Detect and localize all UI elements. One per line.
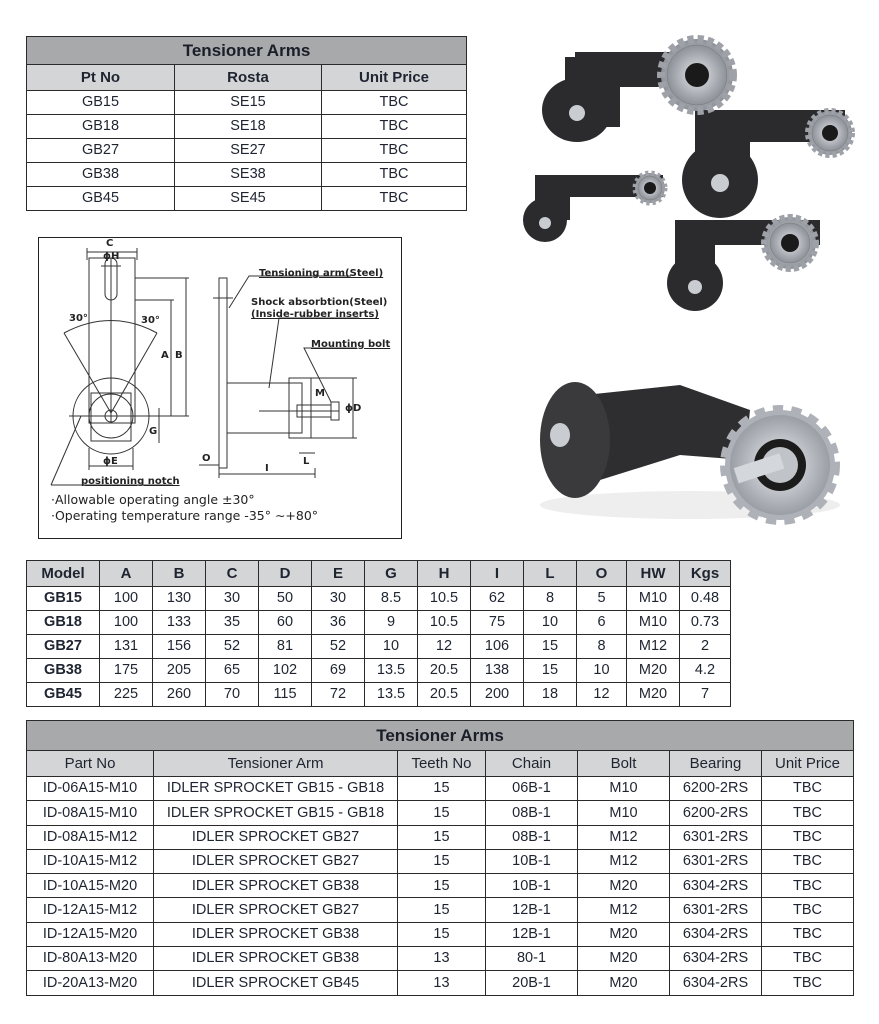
- tensioning-arm-label: Tensioning arm(Steel): [259, 268, 384, 279]
- dim-label-h: ϕH: [103, 251, 120, 262]
- pt-no-cell: GB18: [27, 115, 175, 139]
- unit-price-cell: TBC: [322, 115, 467, 139]
- d-cell: 81: [259, 635, 312, 659]
- table-row: [27, 659, 731, 683]
- tensioner-arm-cell: IDLER SPROCKET GB27: [154, 825, 398, 849]
- bearing-cell: 6304-2RS: [670, 947, 762, 971]
- o-cell: 8: [577, 635, 627, 659]
- h-cell: 20.5: [418, 659, 471, 683]
- column-header-hw: HW: [627, 561, 680, 587]
- kgs-cell: 4.2: [680, 659, 731, 683]
- c-cell: 35: [206, 611, 259, 635]
- e-cell: 72: [312, 683, 365, 707]
- tensioner-arm-cell: IDLER SPROCKET GB27: [154, 849, 398, 873]
- column-header-rosta: Rosta: [175, 65, 322, 91]
- dim-label-g: G: [149, 426, 158, 437]
- hw-cell: M20: [627, 683, 680, 707]
- bolt-cell: M12: [578, 898, 670, 922]
- model-cell: GB18: [27, 611, 100, 635]
- tensioner-arm-cell: IDLER SPROCKET GB38: [154, 922, 398, 946]
- i-cell: 200: [471, 683, 524, 707]
- teeth-no-cell: 15: [398, 801, 486, 825]
- dim-label-m: M: [315, 388, 325, 399]
- model-cell: GB38: [27, 659, 100, 683]
- rosta-cell: SE38: [175, 163, 322, 187]
- unit-price-cell: TBC: [762, 947, 854, 971]
- h-cell: 10.5: [418, 587, 471, 611]
- table-row: [27, 971, 854, 995]
- part-no-cell: ID-10A15-M12: [27, 849, 154, 873]
- teeth-no-cell: 13: [398, 947, 486, 971]
- a-cell: 100: [100, 587, 153, 611]
- dim-label-b: B: [175, 350, 183, 361]
- dimensions-table-body: [27, 587, 731, 707]
- bolt-cell: M20: [578, 947, 670, 971]
- column-header-h: H: [418, 561, 471, 587]
- e-cell: 52: [312, 635, 365, 659]
- hw-cell: M10: [627, 611, 680, 635]
- unit-price-cell: TBC: [762, 849, 854, 873]
- unit-price-cell: TBC: [762, 971, 854, 995]
- column-header-model: Model: [27, 561, 100, 587]
- bolt-cell: M10: [578, 777, 670, 801]
- l-cell: 15: [524, 635, 577, 659]
- b-cell: 205: [153, 659, 206, 683]
- bearing-cell: 6200-2RS: [670, 801, 762, 825]
- table-row: [27, 777, 854, 801]
- column-header-tensioner-arm: Tensioner Arm: [154, 751, 398, 777]
- l-cell: 18: [524, 683, 577, 707]
- angle-label-left: 30°: [69, 313, 88, 324]
- i-cell: 75: [471, 611, 524, 635]
- teeth-no-cell: 15: [398, 777, 486, 801]
- model-cell: GB45: [27, 683, 100, 707]
- chain-cell: 06B-1: [486, 777, 578, 801]
- column-header-o: O: [577, 561, 627, 587]
- unit-price-cell: TBC: [762, 825, 854, 849]
- chain-cell: 80-1: [486, 947, 578, 971]
- rosta-cell: SE18: [175, 115, 322, 139]
- part-no-cell: ID-12A15-M20: [27, 922, 154, 946]
- tensioner-arms-price-table: [26, 36, 467, 211]
- table-title: Tensioner Arms: [27, 37, 467, 65]
- h-cell: 12: [418, 635, 471, 659]
- table-row: [27, 801, 854, 825]
- c-cell: 65: [206, 659, 259, 683]
- unit-price-cell: TBC: [762, 922, 854, 946]
- column-header-bolt: Bolt: [578, 751, 670, 777]
- teeth-no-cell: 15: [398, 849, 486, 873]
- a-cell: 225: [100, 683, 153, 707]
- table-row: [27, 635, 731, 659]
- unit-price-cell: TBC: [322, 187, 467, 211]
- bearing-cell: 6301-2RS: [670, 849, 762, 873]
- chain-cell: 10B-1: [486, 849, 578, 873]
- rubber-inserts-label: (Inside-rubber inserts): [251, 309, 379, 320]
- g-cell: 10: [365, 635, 418, 659]
- bolt-cell: M20: [578, 922, 670, 946]
- column-header-bearing: Bearing: [670, 751, 762, 777]
- column-header-b: B: [153, 561, 206, 587]
- table-row: [27, 683, 731, 707]
- pt-no-cell: GB38: [27, 163, 175, 187]
- table-row: [27, 611, 731, 635]
- l-cell: 15: [524, 659, 577, 683]
- kgs-cell: 7: [680, 683, 731, 707]
- tensioner-arm-cell: IDLER SPROCKET GB38: [154, 947, 398, 971]
- part-no-cell: ID-10A15-M20: [27, 874, 154, 898]
- part-no-cell: ID-06A15-M10: [27, 777, 154, 801]
- kgs-cell: 0.73: [680, 611, 731, 635]
- kgs-cell: 0.48: [680, 587, 731, 611]
- d-cell: 60: [259, 611, 312, 635]
- table-row: [27, 139, 467, 163]
- column-header-unit-price: Unit Price: [762, 751, 854, 777]
- table-row: [27, 874, 854, 898]
- kgs-cell: 2: [680, 635, 731, 659]
- column-header-c: C: [206, 561, 259, 587]
- a-cell: 175: [100, 659, 153, 683]
- mounting-bolt-label: Mounting bolt: [311, 339, 391, 350]
- g-cell: 9: [365, 611, 418, 635]
- b-cell: 260: [153, 683, 206, 707]
- dim-label-a: A: [161, 350, 169, 361]
- chain-cell: 20B-1: [486, 971, 578, 995]
- chain-cell: 12B-1: [486, 922, 578, 946]
- c-cell: 30: [206, 587, 259, 611]
- bolt-cell: M12: [578, 849, 670, 873]
- i-cell: 62: [471, 587, 524, 611]
- bolt-cell: M20: [578, 971, 670, 995]
- positioning-notch-label: positioning notch: [81, 476, 180, 487]
- column-header-d: D: [259, 561, 312, 587]
- column-header-kgs: Kgs: [680, 561, 731, 587]
- unit-price-cell: TBC: [762, 874, 854, 898]
- c-cell: 52: [206, 635, 259, 659]
- tensioner-arm-cell: IDLER SPROCKET GB27: [154, 898, 398, 922]
- shock-absorption-label: Shock absorbtion(Steel): [251, 297, 388, 308]
- column-header-i: I: [471, 561, 524, 587]
- unit-price-cell: TBC: [322, 139, 467, 163]
- part-no-cell: ID-80A13-M20: [27, 947, 154, 971]
- table-row: [27, 898, 854, 922]
- column-header-chain: Chain: [486, 751, 578, 777]
- table-row: [27, 849, 854, 873]
- pt-no-cell: GB27: [27, 139, 175, 163]
- tensioner-arm-cell: IDLER SPROCKET GB15 - GB18: [154, 777, 398, 801]
- column-header-e: E: [312, 561, 365, 587]
- teeth-no-cell: 13: [398, 971, 486, 995]
- column-header-l: L: [524, 561, 577, 587]
- operating-temperature-note: ·Operating temperature range -35° ∼+80°: [51, 508, 319, 523]
- d-cell: 50: [259, 587, 312, 611]
- table-row: [27, 91, 467, 115]
- teeth-no-cell: 15: [398, 898, 486, 922]
- table-row: [27, 163, 467, 187]
- teeth-no-cell: 15: [398, 922, 486, 946]
- column-header-g: G: [365, 561, 418, 587]
- unit-price-cell: TBC: [762, 801, 854, 825]
- dim-label-o: O: [202, 453, 211, 464]
- dim-label-i: I: [265, 463, 269, 474]
- idler-sprocket-table: [26, 720, 854, 996]
- o-cell: 5: [577, 587, 627, 611]
- bolt-cell: M20: [578, 874, 670, 898]
- model-cell: GB15: [27, 587, 100, 611]
- o-cell: 10: [577, 659, 627, 683]
- pt-no-cell: GB15: [27, 91, 175, 115]
- part-no-cell: ID-08A15-M10: [27, 801, 154, 825]
- bearing-cell: 6200-2RS: [670, 777, 762, 801]
- g-cell: 13.5: [365, 683, 418, 707]
- a-cell: 131: [100, 635, 153, 659]
- o-cell: 12: [577, 683, 627, 707]
- column-header-teeth-no: Teeth No: [398, 751, 486, 777]
- l-cell: 8: [524, 587, 577, 611]
- a-cell: 100: [100, 611, 153, 635]
- model-cell: GB27: [27, 635, 100, 659]
- rosta-cell: SE15: [175, 91, 322, 115]
- chain-cell: 08B-1: [486, 801, 578, 825]
- rosta-cell: SE45: [175, 187, 322, 211]
- l-cell: 10: [524, 611, 577, 635]
- b-cell: 156: [153, 635, 206, 659]
- bearing-cell: 6304-2RS: [670, 874, 762, 898]
- column-header-part-no: Part No: [27, 751, 154, 777]
- part-no-cell: ID-08A15-M12: [27, 825, 154, 849]
- d-cell: 102: [259, 659, 312, 683]
- table-row: [27, 115, 467, 139]
- unit-price-cell: TBC: [762, 898, 854, 922]
- teeth-no-cell: 15: [398, 825, 486, 849]
- tensioner-arm-with-sprocket-photo: [530, 365, 860, 525]
- hw-cell: M10: [627, 587, 680, 611]
- table-title: Tensioner Arms: [27, 721, 854, 751]
- dimensions-table: [26, 560, 731, 707]
- table-row: [27, 947, 854, 971]
- dim-label-c: C: [106, 238, 114, 249]
- chain-cell: 08B-1: [486, 825, 578, 849]
- rosta-cell: SE27: [175, 139, 322, 163]
- table-row: [27, 187, 467, 211]
- bearing-cell: 6304-2RS: [670, 922, 762, 946]
- technical-drawing: [38, 237, 402, 539]
- column-header-a: A: [100, 561, 153, 587]
- o-cell: 6: [577, 611, 627, 635]
- d-cell: 115: [259, 683, 312, 707]
- bolt-cell: M10: [578, 801, 670, 825]
- dim-label-e: ϕE: [103, 456, 118, 467]
- tensioner-arms-group-photo: [505, 25, 870, 320]
- h-cell: 10.5: [418, 611, 471, 635]
- table-row: [27, 587, 731, 611]
- chain-cell: 12B-1: [486, 898, 578, 922]
- hw-cell: M20: [627, 659, 680, 683]
- dim-label-d: ϕD: [345, 403, 362, 414]
- i-cell: 106: [471, 635, 524, 659]
- operating-angle-note: ·Allowable operating angle ±30°: [51, 492, 255, 507]
- g-cell: 8.5: [365, 587, 418, 611]
- tensioner-arm-cell: IDLER SPROCKET GB15 - GB18: [154, 801, 398, 825]
- e-cell: 69: [312, 659, 365, 683]
- chain-cell: 10B-1: [486, 874, 578, 898]
- table-row: [27, 825, 854, 849]
- bearing-cell: 6301-2RS: [670, 825, 762, 849]
- part-no-cell: ID-20A13-M20: [27, 971, 154, 995]
- c-cell: 70: [206, 683, 259, 707]
- idler-sprocket-table-body: [27, 777, 854, 996]
- unit-price-cell: TBC: [762, 777, 854, 801]
- pt-no-cell: GB45: [27, 187, 175, 211]
- table-row: [27, 922, 854, 946]
- dim-label-l: L: [303, 456, 310, 467]
- tensioner-arm-cell: IDLER SPROCKET GB45: [154, 971, 398, 995]
- column-header-unit-price: Unit Price: [322, 65, 467, 91]
- b-cell: 133: [153, 611, 206, 635]
- teeth-no-cell: 15: [398, 874, 486, 898]
- unit-price-cell: TBC: [322, 91, 467, 115]
- bearing-cell: 6301-2RS: [670, 898, 762, 922]
- bearing-cell: 6304-2RS: [670, 971, 762, 995]
- e-cell: 36: [312, 611, 365, 635]
- h-cell: 20.5: [418, 683, 471, 707]
- i-cell: 138: [471, 659, 524, 683]
- g-cell: 13.5: [365, 659, 418, 683]
- unit-price-cell: TBC: [322, 163, 467, 187]
- column-header-pt-no: Pt No: [27, 65, 175, 91]
- angle-label-right: 30°: [141, 315, 160, 326]
- part-no-cell: ID-12A15-M12: [27, 898, 154, 922]
- b-cell: 130: [153, 587, 206, 611]
- hw-cell: M12: [627, 635, 680, 659]
- tensioner-arm-cell: IDLER SPROCKET GB38: [154, 874, 398, 898]
- bolt-cell: M12: [578, 825, 670, 849]
- e-cell: 30: [312, 587, 365, 611]
